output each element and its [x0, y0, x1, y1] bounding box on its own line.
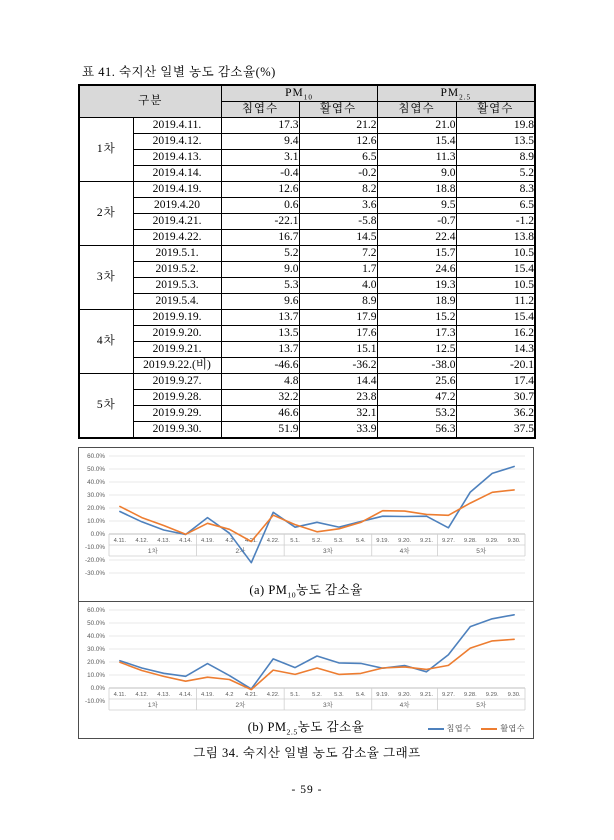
table-row	[79, 198, 535, 214]
value-cell: 17.6	[299, 326, 377, 342]
svg-text:9.21.: 9.21.	[420, 537, 433, 544]
value-cell: -0.7	[377, 214, 456, 230]
svg-text:2차: 2차	[235, 547, 246, 555]
value-cell: 7.2	[299, 246, 377, 262]
svg-text:0.0%: 0.0%	[90, 531, 105, 539]
table-row	[79, 214, 535, 230]
table-row	[79, 230, 535, 246]
caption-text: (b) PM	[247, 720, 287, 734]
value-cell: 19.3	[377, 278, 456, 294]
svg-text:4.14.: 4.14.	[179, 537, 193, 544]
svg-text:4.21.: 4.21.	[244, 537, 258, 544]
date-cell: 2019.5.3.	[133, 278, 221, 294]
value-cell: 24.6	[377, 262, 456, 278]
value-cell: 51.9	[221, 422, 299, 439]
value-cell: -5.8	[299, 214, 377, 230]
group-label-cell: 2차	[79, 182, 133, 246]
svg-text:40.0%: 40.0%	[87, 479, 105, 487]
pm25-subscript: 2.5	[459, 93, 472, 102]
legend-label: 활엽수	[500, 724, 525, 733]
value-cell: 15.7	[377, 246, 456, 262]
value-cell: -0.4	[221, 166, 299, 182]
value-cell: 9.0	[377, 166, 456, 182]
value-cell: 9.6	[221, 294, 299, 310]
svg-text:0.0%: 0.0%	[90, 685, 105, 693]
pm10-chart-caption	[79, 579, 533, 601]
table-row	[79, 134, 535, 150]
table-row	[79, 278, 535, 294]
pm25-chart-caption	[79, 716, 533, 738]
data-table	[78, 84, 536, 439]
caption-text: 농도 감소율	[297, 720, 365, 734]
table-row	[79, 326, 535, 342]
value-cell: 19.8	[456, 118, 535, 134]
date-cell: 2019.4.21.	[133, 214, 221, 230]
table-row	[79, 246, 535, 262]
svg-text:4.21.: 4.21.	[244, 691, 258, 698]
svg-text:9.28.: 9.28.	[463, 691, 477, 698]
date-cell: 2019.9.27.	[133, 374, 221, 390]
value-cell: 32.2	[221, 390, 299, 406]
date-cell: 2019.4.20	[133, 198, 221, 214]
svg-text:4.14.: 4.14.	[179, 691, 193, 698]
table-row	[79, 342, 535, 358]
table-row	[79, 294, 535, 310]
value-cell: 30.7	[456, 390, 535, 406]
value-cell: 15.2	[377, 310, 456, 326]
pm25-label: PM	[440, 87, 460, 99]
value-cell: 25.6	[377, 374, 456, 390]
value-cell: 4.8	[221, 374, 299, 390]
value-cell: 10.5	[456, 246, 535, 262]
svg-text:9.27.: 9.27.	[441, 691, 455, 698]
value-cell: 5.2	[456, 166, 535, 182]
svg-text:4.13.: 4.13.	[157, 691, 171, 698]
svg-text:9.29.: 9.29.	[485, 537, 499, 544]
svg-text:30.0%: 30.0%	[87, 492, 105, 500]
value-cell: 9.5	[377, 198, 456, 214]
value-cell: 18.8	[377, 182, 456, 198]
svg-text:-30.0%: -30.0%	[85, 570, 105, 578]
value-cell: 3.6	[299, 198, 377, 214]
date-cell: 2019.4.14.	[133, 166, 221, 182]
value-cell: 13.8	[456, 230, 535, 246]
svg-text:4.13.: 4.13.	[157, 537, 171, 544]
svg-text:5.4.: 5.4.	[355, 537, 366, 544]
value-cell: 13.7	[221, 310, 299, 326]
group-label-cell: 4차	[79, 310, 133, 374]
svg-text:9.19.: 9.19.	[376, 537, 390, 544]
svg-text:3차: 3차	[322, 547, 333, 555]
date-cell: 2019.9.20.	[133, 326, 221, 342]
date-cell: 2019.9.22.(비)	[133, 358, 221, 374]
value-cell: 5.3	[221, 278, 299, 294]
value-cell: -36.2	[299, 358, 377, 374]
svg-text:50.0%: 50.0%	[87, 620, 105, 628]
pm10-chart	[79, 448, 533, 579]
date-cell: 2019.9.30.	[133, 422, 221, 439]
svg-text:1차: 1차	[147, 547, 158, 555]
value-cell: 13.7	[221, 342, 299, 358]
legend-label: 침엽수	[446, 724, 472, 733]
page-content	[78, 62, 536, 761]
value-cell: 6.5	[456, 198, 535, 214]
svg-text:30.0%: 30.0%	[87, 646, 105, 654]
orange-line-swatch-icon	[481, 728, 497, 730]
svg-text:4.11.: 4.11.	[113, 537, 127, 544]
legend-item-conifer	[428, 723, 472, 734]
value-cell: 12.6	[299, 134, 377, 150]
value-cell: 21.0	[377, 118, 456, 134]
svg-text:9.28.: 9.28.	[463, 537, 477, 544]
value-cell: -1.2	[456, 214, 535, 230]
table-row	[79, 390, 535, 406]
date-cell: 2019.9.29.	[133, 406, 221, 422]
value-cell: -22.1	[221, 214, 299, 230]
subheader-broadleaf-pm10: 활엽수	[299, 102, 377, 118]
date-cell: 2019.4.12.	[133, 134, 221, 150]
value-cell: 17.9	[299, 310, 377, 326]
svg-text:5.3.: 5.3.	[334, 537, 344, 544]
svg-text:10.0%: 10.0%	[87, 518, 105, 526]
value-cell: 56.3	[377, 422, 456, 439]
caption-text: 농도 감소율	[296, 583, 363, 597]
svg-text:50.0%: 50.0%	[87, 466, 105, 474]
pm25-header-cell	[377, 85, 535, 102]
pm10-chart-box	[78, 447, 534, 602]
svg-text:5.1.: 5.1.	[290, 691, 300, 698]
table-row	[79, 310, 535, 326]
svg-text:4.2: 4.2	[225, 691, 234, 698]
value-cell: 14.3	[456, 342, 535, 358]
pm25-chart	[79, 602, 533, 716]
value-cell: 11.3	[377, 150, 456, 166]
table-title: 표 41. 숙지산 일별 농도 감소율(%)	[82, 65, 276, 79]
table-row	[79, 406, 535, 422]
value-cell: 9.0	[221, 262, 299, 278]
value-cell: 22.4	[377, 230, 456, 246]
svg-text:5.2.: 5.2.	[312, 537, 322, 544]
value-cell: 15.4	[377, 134, 456, 150]
value-cell: 23.8	[299, 390, 377, 406]
value-cell: 14.4	[299, 374, 377, 390]
value-cell: -46.6	[221, 358, 299, 374]
value-cell: 15.4	[456, 310, 535, 326]
value-cell: 8.2	[299, 182, 377, 198]
value-cell: 37.5	[456, 422, 535, 439]
value-cell: 46.6	[221, 406, 299, 422]
svg-text:20.0%: 20.0%	[87, 505, 105, 513]
svg-text:5.4.: 5.4.	[355, 691, 366, 698]
svg-text:9.20.: 9.20.	[398, 537, 412, 544]
caption-subscript: 10	[287, 590, 297, 600]
svg-text:9.27.: 9.27.	[441, 537, 455, 544]
pm10-subscript: 10	[303, 93, 313, 102]
svg-text:10.0%: 10.0%	[87, 672, 105, 680]
svg-text:60.0%: 60.0%	[87, 607, 105, 615]
svg-text:-10.0%: -10.0%	[85, 544, 105, 552]
page-number: - 59 -	[291, 784, 323, 796]
svg-text:4.12.: 4.12.	[135, 691, 149, 698]
value-cell: 18.9	[377, 294, 456, 310]
blue-line-swatch-icon	[428, 728, 444, 730]
date-cell: 2019.4.11.	[133, 118, 221, 134]
svg-text:9.30.: 9.30.	[507, 537, 521, 544]
table-row	[79, 150, 535, 166]
svg-text:5차: 5차	[476, 701, 487, 709]
svg-text:3차: 3차	[322, 701, 333, 709]
subheader-broadleaf-pm25: 활엽수	[456, 102, 535, 118]
date-cell: 2019.4.19.	[133, 182, 221, 198]
svg-text:-10.0%: -10.0%	[85, 698, 105, 706]
value-cell: 47.2	[377, 390, 456, 406]
group-label-cell: 5차	[79, 374, 133, 439]
svg-text:4.22.: 4.22.	[266, 537, 280, 544]
svg-text:4차: 4차	[399, 547, 410, 555]
value-cell: 6.5	[299, 150, 377, 166]
value-cell: 21.2	[299, 118, 377, 134]
figure-caption: 그림 34. 숙지산 일별 농도 감소율 그래프	[193, 746, 421, 760]
date-cell: 2019.4.13.	[133, 150, 221, 166]
svg-text:9.19.: 9.19.	[376, 691, 390, 698]
svg-text:9.29.: 9.29.	[485, 691, 499, 698]
value-cell: 13.5	[221, 326, 299, 342]
table-row	[79, 358, 535, 374]
table-header-row-1	[79, 85, 535, 102]
caption-subscript: 2.5	[286, 727, 298, 737]
svg-text:9.20.: 9.20.	[398, 691, 412, 698]
value-cell: 10.5	[456, 278, 535, 294]
table-row	[79, 422, 535, 439]
table-body	[79, 118, 535, 439]
svg-text:4.19.: 4.19.	[201, 537, 214, 544]
value-cell: 9.4	[221, 134, 299, 150]
value-cell: 16.2	[456, 326, 535, 342]
svg-text:5.2.: 5.2.	[312, 691, 322, 698]
caption-text: (a) PM	[249, 583, 288, 597]
pm10-header-cell	[221, 85, 377, 102]
date-cell: 2019.5.1.	[133, 246, 221, 262]
value-cell: 17.3	[221, 118, 299, 134]
date-cell: 2019.9.21.	[133, 342, 221, 358]
chart-legend	[428, 723, 525, 734]
value-cell: -20.1	[456, 358, 535, 374]
value-cell: 1.7	[299, 262, 377, 278]
group-label-cell: 3차	[79, 246, 133, 310]
svg-text:2차: 2차	[235, 701, 246, 709]
value-cell: 4.0	[299, 278, 377, 294]
value-cell: 13.5	[456, 134, 535, 150]
pm25-chart-box	[78, 601, 534, 739]
value-cell: 8.9	[456, 150, 535, 166]
svg-text:5차: 5차	[476, 547, 487, 555]
svg-text:9.21.: 9.21.	[420, 691, 433, 698]
svg-text:-20.0%: -20.0%	[85, 557, 105, 565]
svg-text:20.0%: 20.0%	[87, 659, 105, 667]
svg-text:4.12.: 4.12.	[135, 537, 149, 544]
svg-text:40.0%: 40.0%	[87, 633, 105, 641]
table-row	[79, 166, 535, 182]
value-cell: 8.9	[299, 294, 377, 310]
value-cell: 0.6	[221, 198, 299, 214]
value-cell: -0.2	[299, 166, 377, 182]
value-cell: 14.5	[299, 230, 377, 246]
value-cell: 33.9	[299, 422, 377, 439]
date-cell: 2019.9.19.	[133, 310, 221, 326]
svg-text:5.3.: 5.3.	[334, 691, 344, 698]
legend-item-broadleaf	[481, 723, 525, 734]
table-row	[79, 182, 535, 198]
value-cell: 3.1	[221, 150, 299, 166]
value-cell: 11.2	[456, 294, 535, 310]
table-row	[79, 262, 535, 278]
svg-text:4.22.: 4.22.	[266, 691, 280, 698]
value-cell: 5.2	[221, 246, 299, 262]
svg-text:60.0%: 60.0%	[87, 453, 105, 461]
pm10-label: PM	[285, 87, 304, 99]
date-cell: 2019.4.22.	[133, 230, 221, 246]
value-cell: 36.2	[456, 406, 535, 422]
value-cell: 15.4	[456, 262, 535, 278]
value-cell: 53.2	[377, 406, 456, 422]
date-cell: 2019.5.4.	[133, 294, 221, 310]
date-cell: 2019.5.2.	[133, 262, 221, 278]
value-cell: 8.3	[456, 182, 535, 198]
subheader-conifer-pm25: 침엽수	[377, 102, 456, 118]
value-cell: 12.5	[377, 342, 456, 358]
svg-text:9.30.: 9.30.	[507, 691, 521, 698]
svg-text:4.11.: 4.11.	[113, 691, 127, 698]
value-cell: 15.1	[299, 342, 377, 358]
subheader-conifer-pm10: 침엽수	[221, 102, 299, 118]
corner-header-cell: 구분	[79, 85, 221, 118]
value-cell: 17.4	[456, 374, 535, 390]
svg-text:4.2: 4.2	[225, 537, 234, 544]
group-label-cell: 1차	[79, 118, 133, 182]
value-cell: -38.0	[377, 358, 456, 374]
svg-text:4.19.: 4.19.	[201, 691, 214, 698]
svg-text:1차: 1차	[147, 701, 158, 709]
svg-text:4차: 4차	[399, 701, 410, 709]
value-cell: 32.1	[299, 406, 377, 422]
date-cell: 2019.9.28.	[133, 390, 221, 406]
svg-text:5.1.: 5.1.	[290, 537, 300, 544]
value-cell: 16.7	[221, 230, 299, 246]
value-cell: 12.6	[221, 182, 299, 198]
table-row	[79, 118, 535, 134]
table-row	[79, 374, 535, 390]
value-cell: 17.3	[377, 326, 456, 342]
